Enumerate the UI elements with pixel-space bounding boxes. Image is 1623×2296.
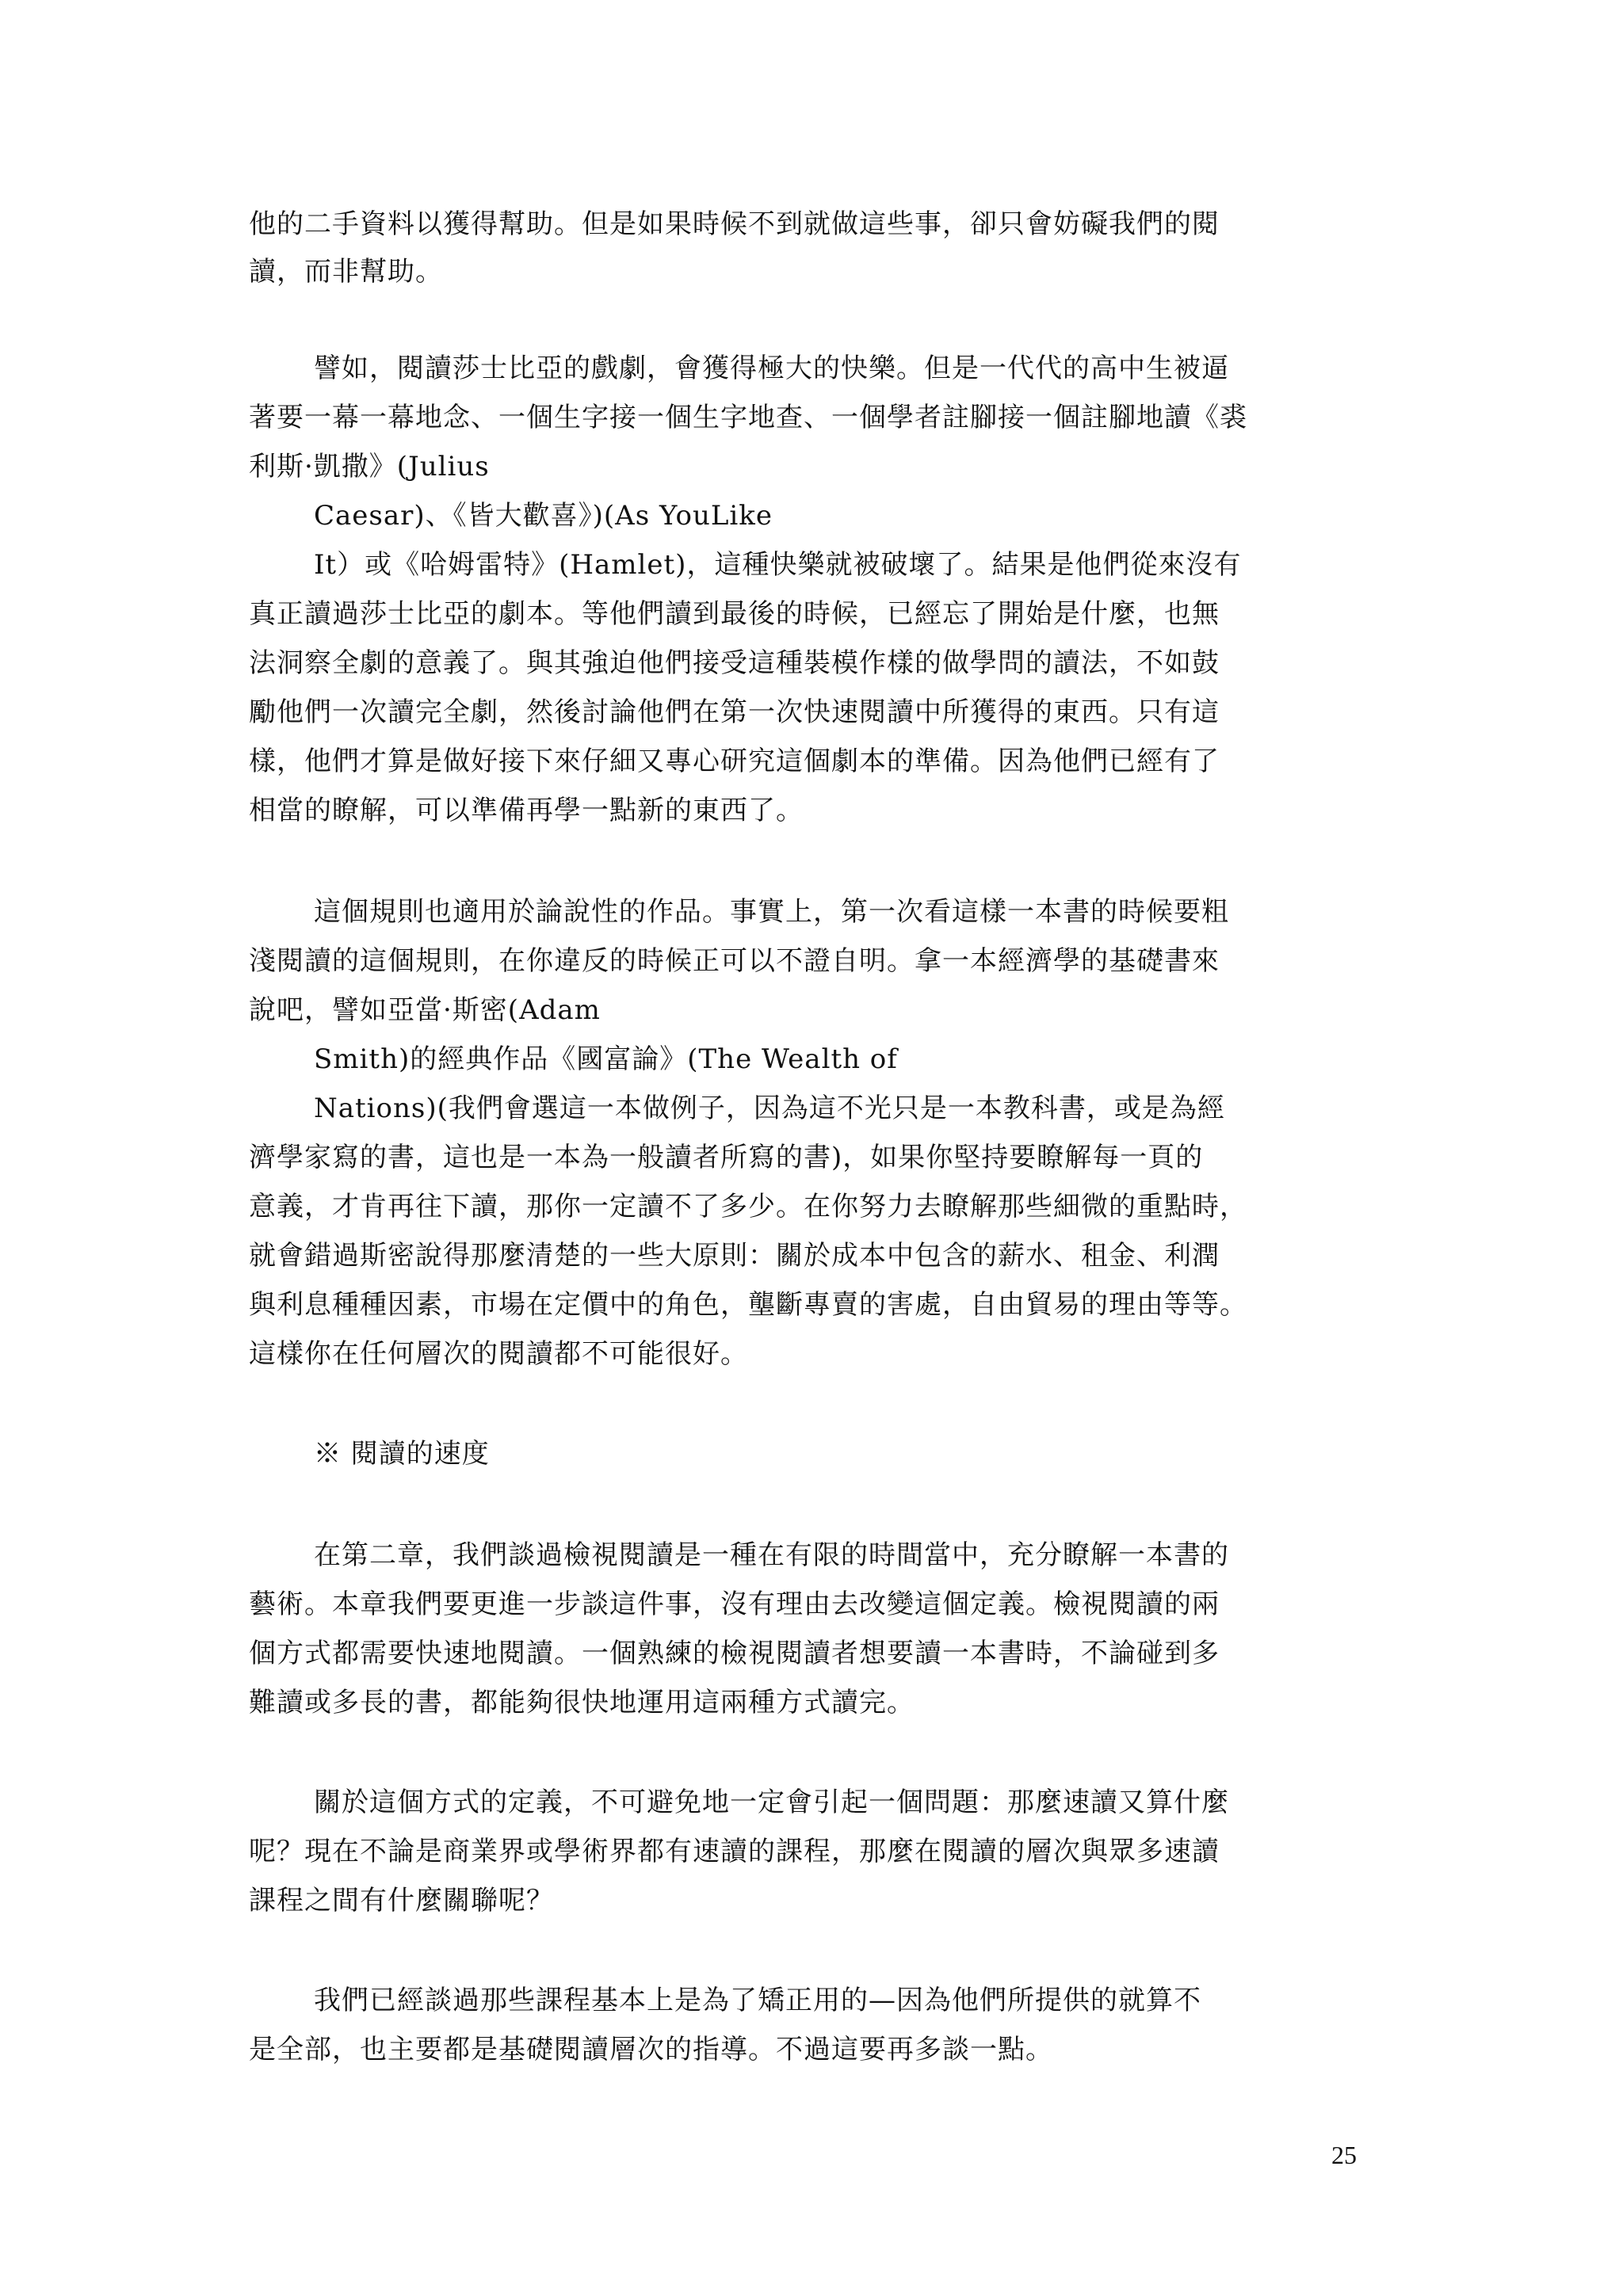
- text-line: 著要一幕一幕地念、一個生字接一個生字地查、一個學者註腳接一個註腳地讀《裘: [249, 402, 1247, 433]
- text-line: 淺閱讀的這個規則，在你違反的時候正可以不證自明。拿一本經濟學的基礎書來: [249, 945, 1220, 977]
- text-line: Smith)的經典作品《國富論》(The Wealth of: [314, 1043, 898, 1075]
- text-line: Caesar)、《皆大歡喜》)(As YouLike: [314, 500, 773, 532]
- text-line: 與利息種種因素，市場在定價中的角色，壟斷專賣的害處，自由貿易的理由等等。: [249, 1289, 1247, 1321]
- text-line: 利斯·凱撒》(Julius: [249, 451, 490, 482]
- text-line: It）或《哈姆雷特》(Hamlet)，這種快樂就被破壞了。結果是他們從來沒有: [314, 549, 1242, 581]
- text-line: 個方式都需要快速地閱讀。一個熟練的檢視閱讀者想要讀一本書時，不論碰到多: [249, 1638, 1220, 1669]
- text-line: Nations)(我們會選這一本做例子，因為這不光只是一本教科書，或是為經: [314, 1093, 1225, 1124]
- text-line: 法洞察全劇的意義了。與其強迫他們接受這種裝模作樣的做學問的讀法，不如鼓: [249, 647, 1220, 679]
- text-line: 是全部，也主要都是基礎閱讀層次的指導。不過這要再多談一點。: [249, 2034, 1053, 2065]
- text-line: 關於這個方式的定義，不可避免地一定會引起一個問題：那麼速讀又算什麼: [314, 1787, 1229, 1818]
- text-line: 譬如，閱讀莎士比亞的戲劇，會獲得極大的快樂。但是一代代的高中生被逼: [314, 353, 1229, 384]
- text-line: 真正讀過莎士比亞的劇本。等他們讀到最後的時候，已經忘了開始是什麼，也無: [249, 598, 1220, 630]
- text-line: 意義，才肯再往下讀，那你一定讀不了多少。在你努力去瞭解那些細微的重點時，: [249, 1191, 1247, 1222]
- text-line: 勵他們一次讀完全劇，然後討論他們在第一次快速閱讀中所獲得的東西。只有這: [249, 696, 1220, 728]
- text-line: 課程之間有什麼關聯呢？: [249, 1885, 554, 1917]
- text-line: 濟學家寫的書，這也是一本為一般讀者所寫的書)，如果你堅持要瞭解每一頁的: [249, 1142, 1204, 1173]
- text-line: 就會錯過斯密說得那麼清楚的一些大原則：關於成本中包含的薪水、租金、利潤: [249, 1240, 1220, 1272]
- text-line: 他的二手資料以獲得幫助。但是如果時候不到就做這些事，卻只會妨礙我們的閱: [249, 208, 1220, 240]
- text-line: 樣，他們才算是做好接下來仔細又專心研究這個劇本的準備。因為他們已經有了: [249, 746, 1220, 777]
- text-line: 我們已經談過那些課程基本上是為了矯正用的—因為他們所提供的就算不: [314, 1985, 1201, 2016]
- text-line: 在第二章，我們談過檢視閱讀是一種在有限的時間當中，充分瞭解一本書的: [314, 1539, 1229, 1571]
- text-line: 藝術。本章我們要更進一步談這件事，沒有理由去改變這個定義。檢視閱讀的兩: [249, 1589, 1220, 1620]
- text-line: 說吧，譬如亞當·斯密(Adam: [249, 994, 601, 1026]
- text-line: 這樣你在任何層次的閱讀都不可能很好。: [249, 1338, 748, 1370]
- text-line: 這個規則也適用於論說性的作品。事實上，第一次看這樣一本書的時候要粗: [314, 896, 1229, 928]
- page-number: 25: [1331, 2141, 1357, 2169]
- text-line: 難讀或多長的書，都能夠很快地運用這兩種方式讀完。: [249, 1687, 915, 1718]
- section-heading: ※ 閱讀的速度: [314, 1438, 490, 1470]
- text-line: 呢？現在不論是商業界或學術界都有速讀的課程，那麼在閱讀的層次與眾多速讀: [249, 1836, 1220, 1867]
- text-line: 相當的瞭解，可以準備再學一點新的東西了。: [249, 795, 804, 826]
- text-line: 讀，而非幫助。: [249, 256, 443, 288]
